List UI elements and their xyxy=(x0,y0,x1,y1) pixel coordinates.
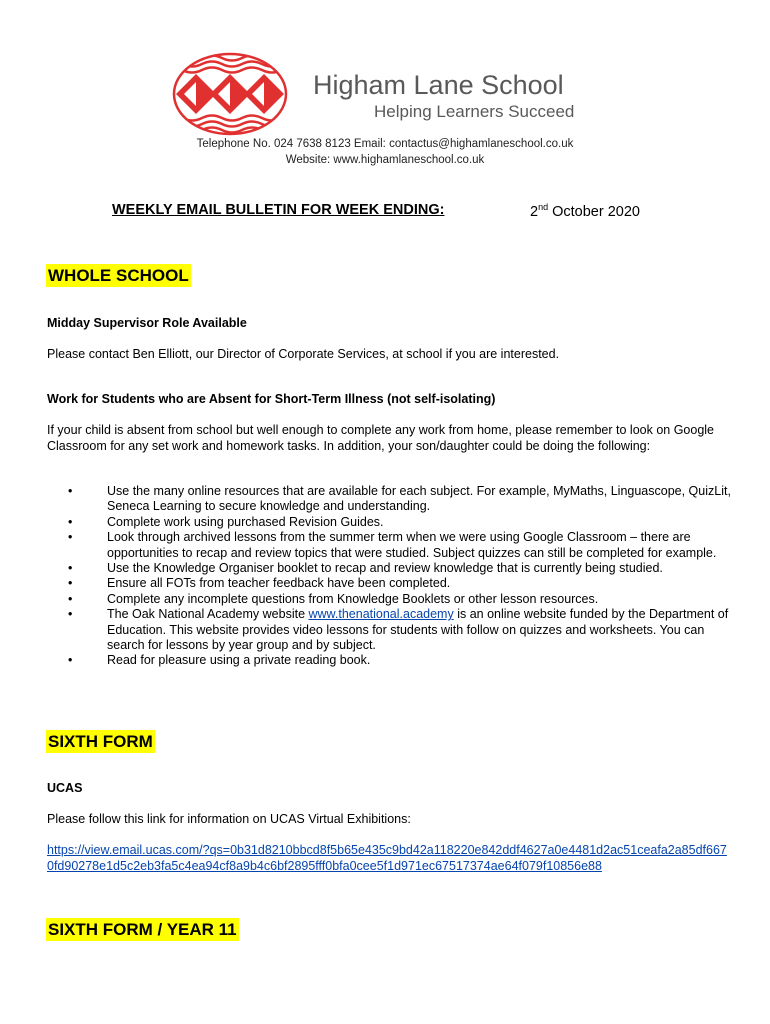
school-tagline: Helping Learners Succeed xyxy=(374,102,575,121)
ucas-link-container xyxy=(47,842,727,874)
absent-work-list xyxy=(47,484,737,669)
website-line: Website: www.highamlaneschool.co.uk xyxy=(285,154,485,166)
list-item xyxy=(47,515,737,530)
list-item xyxy=(47,592,737,607)
list-item-text: Use the many online resources that are available for each subject. For example, MyMaths, Linguascope, QuizLit, Seneca Learning to secure knowledge and understanding. xyxy=(107,484,731,514)
absent-students-intro: If your child is absent from school but well enough to complete any work from home, please remember to look on Google Classroom for any set work and homework tasks. In addition, your son/daughter could be doing the following: xyxy=(47,423,715,453)
oak-academy-link[interactable]: www.thenational.academy xyxy=(308,607,454,622)
bulletin-title-colon: : xyxy=(439,202,445,218)
date-rest: October 2020 xyxy=(548,204,640,220)
ucas-title: UCAS xyxy=(47,781,83,795)
bulletin-title-text: WEEKLY EMAIL BULLETIN FOR WEEK ENDING xyxy=(112,202,440,218)
oak-text-after: is an online website funded by the Department of Education. This website provides video lessons for students with follow on quizzes and worksheets. You can search for lessons by year group and by subject. xyxy=(107,607,729,653)
school-name: Higham Lane School xyxy=(313,70,564,100)
bullet-icon: • xyxy=(68,530,73,545)
section-heading-sixth-form: SIXTH FORM xyxy=(46,730,155,753)
list-item-oak-academy xyxy=(47,607,737,653)
list-item-text: Use the Knowledge Organiser booklet to recap and review knowledge that is currently being studied. xyxy=(107,561,663,576)
bullet-icon: • xyxy=(68,484,73,498)
oak-text-before: The Oak National Academy website xyxy=(107,607,309,622)
list-item-text: Complete work using purchased Revision Guides. xyxy=(107,514,384,529)
bulletin-title xyxy=(112,202,444,218)
bullet-icon: • xyxy=(68,561,73,576)
list-item-text: Read for pleasure using a private reading book. xyxy=(107,653,371,668)
midday-supervisor-title: Midday Supervisor Role Available xyxy=(47,316,247,330)
logo-crest-icon xyxy=(162,50,302,138)
bullet-icon: • xyxy=(68,653,73,668)
ucas-text: Please follow this link for information on UCAS Virtual Exhibitions: xyxy=(47,812,411,826)
date-day: 2 xyxy=(530,204,539,220)
school-logo xyxy=(162,50,302,138)
list-item xyxy=(47,484,737,515)
ucas-exhibitions-link[interactable]: https://view.email.ucas.com/?qs=0b31d8210bbcd8f5b65e435c9bd42a118220e842ddf4627a0e4481d2ac51ceafa2a85df6670fd90278e1d5c2eb3fa5c4ea94cf8a9b4c6bf2895fff0bfa0cee5f1d971ec67517374ae64f079f10856e88 xyxy=(47,843,727,873)
list-item xyxy=(47,653,737,668)
midday-supervisor-text: Please contact Ben Elliott, our Director of Corporate Services, at school if you are interested. xyxy=(47,347,560,361)
list-item xyxy=(47,530,737,561)
contact-details: Telephone No. 024 7638 8123 Email: contactus@highamlaneschool.co.uk xyxy=(196,138,574,150)
bullet-icon: • xyxy=(68,576,73,591)
section-heading-whole-school: WHOLE SCHOOL xyxy=(46,264,191,287)
bullet-icon: • xyxy=(68,514,73,529)
date-suffix: nd xyxy=(538,202,549,212)
bullet-icon: • xyxy=(68,607,73,622)
list-item-text: Complete any incomplete questions from Knowledge Booklets or other lesson resources. xyxy=(107,591,599,606)
bulletin-date xyxy=(530,202,640,220)
list-item-text: Look through archived lessons from the summer term when we were using Google Classroom – there are opportunities to recap and review topics that were studied. Subject quizzes can still be completed for example. xyxy=(107,530,717,560)
list-item xyxy=(47,561,737,576)
absent-students-title: Work for Students who are Absent for Short-Term Illness (not self-isolating) xyxy=(47,392,496,406)
list-item-text: Ensure all FOTs from teacher feedback have been completed. xyxy=(107,576,451,591)
bullet-icon: • xyxy=(68,591,73,606)
section-heading-sixth-form-year-11: SIXTH FORM / YEAR 11 xyxy=(46,918,239,941)
list-item xyxy=(47,576,737,591)
